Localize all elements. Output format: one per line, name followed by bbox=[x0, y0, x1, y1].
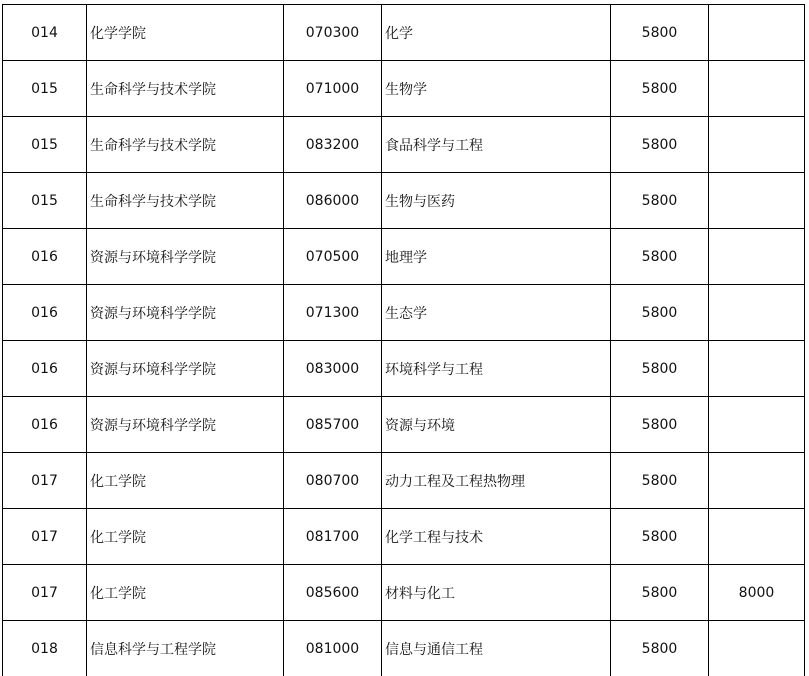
extra-fee-cell bbox=[709, 285, 805, 341]
college-code-cell: 017 bbox=[3, 453, 87, 509]
college-name-cell: 生命科学与技术学院 bbox=[87, 173, 284, 229]
college-name-cell: 资源与环境科学学院 bbox=[87, 397, 284, 453]
major-code-cell: 083200 bbox=[284, 117, 382, 173]
table-row bbox=[3, 285, 805, 341]
extra-fee-cell: 8000 bbox=[709, 565, 805, 621]
college-code-cell: 015 bbox=[3, 117, 87, 173]
major-code-cell: 085600 bbox=[284, 565, 382, 621]
college-name-cell: 化工学院 bbox=[87, 509, 284, 565]
major-name-cell: 地理学 bbox=[382, 229, 611, 285]
extra-fee-cell bbox=[709, 173, 805, 229]
table-row bbox=[3, 341, 805, 397]
table-row bbox=[3, 117, 805, 173]
table-row bbox=[3, 229, 805, 285]
major-name-cell: 食品科学与工程 bbox=[382, 117, 611, 173]
major-name-cell: 化学 bbox=[382, 5, 611, 61]
college-name-cell: 生命科学与技术学院 bbox=[87, 117, 284, 173]
fee-table-body bbox=[3, 5, 805, 676]
college-code-cell: 015 bbox=[3, 61, 87, 117]
major-code-cell: 086000 bbox=[284, 173, 382, 229]
fee-table bbox=[2, 4, 805, 676]
major-name-cell: 环境科学与工程 bbox=[382, 341, 611, 397]
extra-fee-cell bbox=[709, 5, 805, 61]
table-row bbox=[3, 509, 805, 565]
college-code-cell: 018 bbox=[3, 621, 87, 676]
table-row bbox=[3, 621, 805, 676]
college-code-cell: 016 bbox=[3, 341, 87, 397]
college-code-cell: 016 bbox=[3, 397, 87, 453]
college-name-cell: 化工学院 bbox=[87, 453, 284, 509]
major-code-cell: 080700 bbox=[284, 453, 382, 509]
college-name-cell: 资源与环境科学学院 bbox=[87, 285, 284, 341]
tuition-fee-cell: 5800 bbox=[611, 341, 709, 397]
college-code-cell: 015 bbox=[3, 173, 87, 229]
tuition-fee-cell: 5800 bbox=[611, 397, 709, 453]
table-row bbox=[3, 5, 805, 61]
college-code-cell: 016 bbox=[3, 285, 87, 341]
tuition-fee-cell: 5800 bbox=[611, 173, 709, 229]
major-code-cell: 083000 bbox=[284, 341, 382, 397]
college-name-cell: 资源与环境科学学院 bbox=[87, 341, 284, 397]
extra-fee-cell bbox=[709, 117, 805, 173]
major-name-cell: 化学工程与技术 bbox=[382, 509, 611, 565]
extra-fee-cell bbox=[709, 621, 805, 676]
extra-fee-cell bbox=[709, 341, 805, 397]
major-name-cell: 生物学 bbox=[382, 61, 611, 117]
table-row bbox=[3, 173, 805, 229]
college-code-cell: 016 bbox=[3, 229, 87, 285]
tuition-fee-cell: 5800 bbox=[611, 5, 709, 61]
table-row bbox=[3, 565, 805, 621]
tuition-fee-cell: 5800 bbox=[611, 453, 709, 509]
major-name-cell: 材料与化工 bbox=[382, 565, 611, 621]
extra-fee-cell bbox=[709, 453, 805, 509]
table-row bbox=[3, 453, 805, 509]
tuition-fee-cell: 5800 bbox=[611, 565, 709, 621]
major-code-cell: 070500 bbox=[284, 229, 382, 285]
extra-fee-cell bbox=[709, 509, 805, 565]
extra-fee-cell bbox=[709, 229, 805, 285]
tuition-fee-cell: 5800 bbox=[611, 229, 709, 285]
college-name-cell: 资源与环境科学学院 bbox=[87, 229, 284, 285]
college-name-cell: 生命科学与技术学院 bbox=[87, 61, 284, 117]
table-row bbox=[3, 61, 805, 117]
major-code-cell: 070300 bbox=[284, 5, 382, 61]
college-name-cell: 化工学院 bbox=[87, 565, 284, 621]
major-code-cell: 081700 bbox=[284, 509, 382, 565]
extra-fee-cell bbox=[709, 61, 805, 117]
college-code-cell: 014 bbox=[3, 5, 87, 61]
major-name-cell: 动力工程及工程热物理 bbox=[382, 453, 611, 509]
major-name-cell: 信息与通信工程 bbox=[382, 621, 611, 676]
major-name-cell: 生物与医药 bbox=[382, 173, 611, 229]
major-code-cell: 081000 bbox=[284, 621, 382, 676]
tuition-fee-cell: 5800 bbox=[611, 509, 709, 565]
college-name-cell: 信息科学与工程学院 bbox=[87, 621, 284, 676]
college-code-cell: 017 bbox=[3, 509, 87, 565]
tuition-fee-cell: 5800 bbox=[611, 61, 709, 117]
college-name-cell: 化学学院 bbox=[87, 5, 284, 61]
major-name-cell: 生态学 bbox=[382, 285, 611, 341]
major-code-cell: 071300 bbox=[284, 285, 382, 341]
extra-fee-cell bbox=[709, 397, 805, 453]
tuition-fee-cell: 5800 bbox=[611, 285, 709, 341]
major-name-cell: 资源与环境 bbox=[382, 397, 611, 453]
major-code-cell: 085700 bbox=[284, 397, 382, 453]
college-code-cell: 017 bbox=[3, 565, 87, 621]
major-code-cell: 071000 bbox=[284, 61, 382, 117]
tuition-fee-cell: 5800 bbox=[611, 621, 709, 676]
table-row bbox=[3, 397, 805, 453]
tuition-fee-cell: 5800 bbox=[611, 117, 709, 173]
